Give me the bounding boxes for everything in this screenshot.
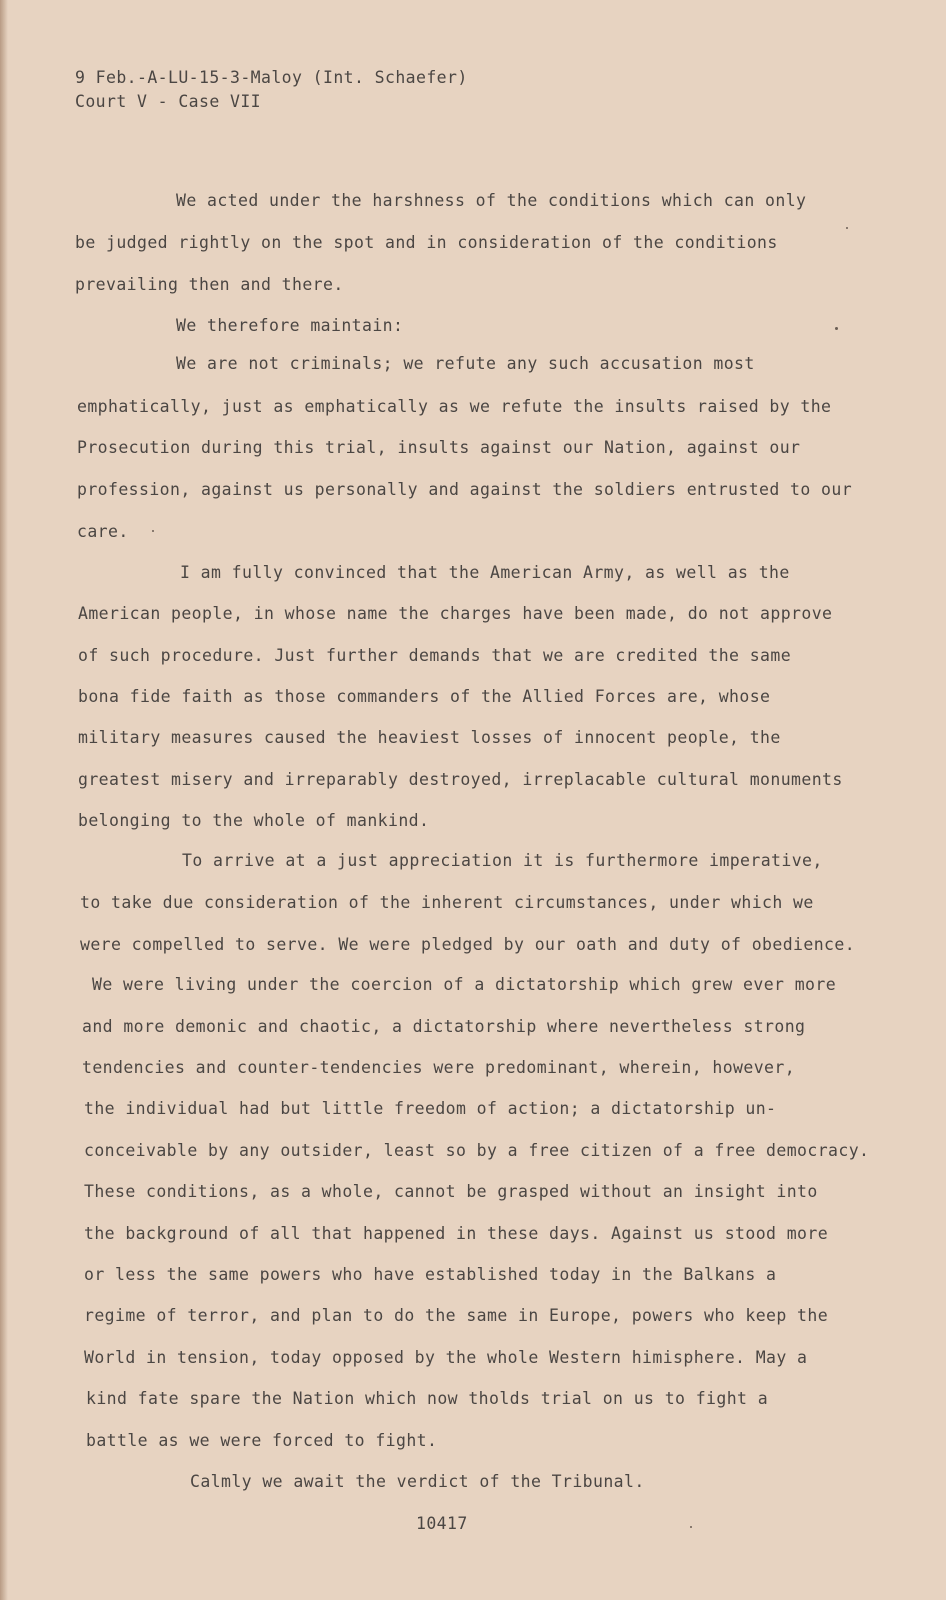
body-line: We acted under the harshness of the conditions which can only xyxy=(176,191,807,210)
paper-speck xyxy=(152,530,154,532)
body-line: battle as we were forced to fight. xyxy=(86,1431,438,1450)
header-court-case: Court V - Case VII xyxy=(75,92,262,111)
body-line: To arrive at a just appreciation it is furthermore imperative, xyxy=(182,851,823,870)
body-line: profession, against us personally and against the soldiers entrusted to our xyxy=(77,480,853,499)
paper-speck xyxy=(835,327,838,330)
body-line: be judged rightly on the spot and in consideration of the conditions xyxy=(75,233,778,252)
body-line: belonging to the whole of mankind. xyxy=(78,811,430,830)
body-line: We are not criminals; we refute any such accusation most xyxy=(176,354,755,373)
header-reference: 9 Feb.-A-LU-15-3-Maloy (Int. Schaefer) xyxy=(75,68,468,87)
body-line: We were living under the coercion of a dictatorship which grew ever more xyxy=(92,975,837,994)
body-line: emphatically, just as emphatically as we refute the insults raised by the xyxy=(77,397,832,416)
body-line: regime of terror, and plan to do the same in Europe, powers who keep the xyxy=(84,1306,829,1325)
body-line: greatest misery and irreparably destroyed, irreplacable cultural monuments xyxy=(78,770,843,789)
body-line: and more demonic and chaotic, a dictatorship where nevertheless strong xyxy=(82,1017,806,1036)
body-line: the individual had but little freedom of action; a dictatorship un- xyxy=(84,1099,777,1118)
body-line: bona fide faith as those commanders of the Allied Forces are, whose xyxy=(78,687,771,706)
body-line: I am fully convinced that the American Army, as well as the xyxy=(180,563,790,582)
body-line: the background of all that happened in these days. Against us stood more xyxy=(84,1224,829,1243)
page-number: 10417 xyxy=(416,1514,468,1533)
paper-speck xyxy=(690,1526,692,1528)
body-line: kind fate spare the Nation which now tholds trial on us to fight a xyxy=(86,1389,769,1408)
body-line: We therefore maintain: xyxy=(176,316,404,335)
body-line: Calmly we await the verdict of the Tribunal. xyxy=(190,1472,645,1491)
body-line: American people, in whose name the charges have been made, do not approve xyxy=(78,604,833,623)
body-line: prevailing then and there. xyxy=(75,275,344,294)
body-line: tendencies and counter-tendencies were predominant, wherein, however, xyxy=(82,1058,796,1077)
body-line: care. xyxy=(77,522,129,541)
body-line: Prosecution during this trial, insults against our Nation, against our xyxy=(77,438,801,457)
body-line: of such procedure. Just further demands that we are credited the same xyxy=(78,646,792,665)
body-line: conceivable by any outsider, least so by a free citizen of a free democracy. xyxy=(84,1141,870,1160)
body-line: These conditions, as a whole, cannot be grasped without an insight into xyxy=(84,1182,818,1201)
paper-speck xyxy=(846,227,848,229)
body-line: World in tension, today opposed by the whole Western himisphere. May a xyxy=(84,1348,808,1367)
body-line: or less the same powers who have established today in the Balkans a xyxy=(84,1265,777,1284)
body-line: to take due consideration of the inherent circumstances, under which we xyxy=(80,893,814,912)
body-line: military measures caused the heaviest losses of innocent people, the xyxy=(78,728,781,747)
body-line: were compelled to serve. We were pledged by our oath and duty of obedience. xyxy=(80,935,856,954)
